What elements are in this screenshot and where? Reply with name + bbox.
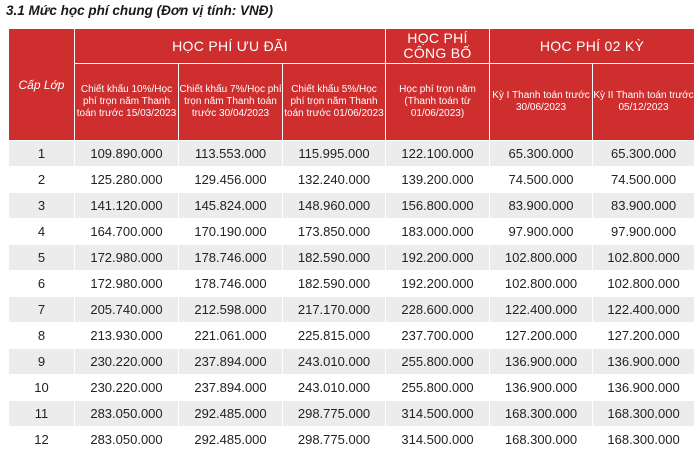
discount-10-cell: 205.740.000	[75, 297, 179, 323]
tuition-fee-table	[8, 28, 695, 453]
term-2-cell: 168.300.000	[593, 427, 695, 453]
discount-5-cell: 225.815.000	[283, 323, 386, 349]
table-row	[9, 167, 695, 193]
discount-5-cell: 115.995.000	[283, 141, 386, 167]
table-row	[9, 349, 695, 375]
grade-cell: 7	[9, 297, 75, 323]
grade-cell: 12	[9, 427, 75, 453]
term-1-cell: 65.300.000	[490, 141, 593, 167]
table-row	[9, 245, 695, 271]
term-1-header: Kỳ I Thanh toán trước 30/06/2023	[490, 64, 593, 141]
term-1-cell: 102.800.000	[490, 245, 593, 271]
term-1-cell: 168.300.000	[490, 401, 593, 427]
grade-column-header: Cấp Lớp	[9, 29, 75, 141]
discount-7-header: Chiết khấu 7%/Học phí trọn năm Thanh toán trước 30/04/2023	[179, 64, 283, 141]
term-1-cell: 83.900.000	[490, 193, 593, 219]
table-row	[9, 375, 695, 401]
term-1-cell: 136.900.000	[490, 349, 593, 375]
discount-5-cell: 182.590.000	[283, 271, 386, 297]
grade-cell: 11	[9, 401, 75, 427]
published-fee-cell: 192.200.000	[386, 271, 490, 297]
published-fee-cell: 122.100.000	[386, 141, 490, 167]
term-1-cell: 127.200.000	[490, 323, 593, 349]
term-2-cell: 136.900.000	[593, 349, 695, 375]
published-fee-group-header: HỌC PHÍ CÔNG BỐ	[386, 29, 490, 64]
discount-10-header: Chiết khấu 10%/Học phí trọn năm Thanh toán trước 15/03/2023	[75, 64, 179, 141]
discount-7-cell: 221.061.000	[179, 323, 283, 349]
discount-10-cell: 164.700.000	[75, 219, 179, 245]
term-1-cell: 136.900.000	[490, 375, 593, 401]
grade-cell: 5	[9, 245, 75, 271]
published-fee-cell: 255.800.000	[386, 349, 490, 375]
section-title: 3.1 Mức học phí chung (Đơn vị tính: VNĐ)	[6, 3, 273, 18]
grade-cell: 6	[9, 271, 75, 297]
table-row	[9, 141, 695, 167]
discount-5-cell: 298.775.000	[283, 401, 386, 427]
discount-7-cell: 292.485.000	[179, 427, 283, 453]
discount-7-cell: 178.746.000	[179, 245, 283, 271]
discount-5-cell: 182.590.000	[283, 245, 386, 271]
term-1-cell: 97.900.000	[490, 219, 593, 245]
term-2-cell: 102.800.000	[593, 245, 695, 271]
discount-10-cell: 125.280.000	[75, 167, 179, 193]
table-row	[9, 323, 695, 349]
term-2-cell: 136.900.000	[593, 375, 695, 401]
term-2-header: Kỳ II Thanh toán trước 05/12/2023	[593, 64, 695, 141]
discount-10-cell: 230.220.000	[75, 375, 179, 401]
discount-7-cell: 170.190.000	[179, 219, 283, 245]
discount-7-cell: 129.456.000	[179, 167, 283, 193]
discount-10-cell: 230.220.000	[75, 349, 179, 375]
discount-5-cell: 243.010.000	[283, 375, 386, 401]
grade-cell: 10	[9, 375, 75, 401]
published-fee-header: Học phí trọn năm (Thanh toán từ 01/06/2023)	[386, 64, 490, 141]
term-2-cell: 65.300.000	[593, 141, 695, 167]
term-2-cell: 127.200.000	[593, 323, 695, 349]
published-fee-cell: 255.800.000	[386, 375, 490, 401]
term-1-cell: 74.500.000	[490, 167, 593, 193]
table-row	[9, 427, 695, 453]
discount-5-cell: 132.240.000	[283, 167, 386, 193]
published-fee-cell: 228.600.000	[386, 297, 490, 323]
term-2-cell: 102.800.000	[593, 271, 695, 297]
table-row	[9, 297, 695, 323]
discount-7-cell: 212.598.000	[179, 297, 283, 323]
term-2-cell: 122.400.000	[593, 297, 695, 323]
published-fee-cell: 237.700.000	[386, 323, 490, 349]
grade-cell: 8	[9, 323, 75, 349]
term-2-cell: 97.900.000	[593, 219, 695, 245]
discount-7-cell: 113.553.000	[179, 141, 283, 167]
published-fee-cell: 183.000.000	[386, 219, 490, 245]
discount-7-cell: 178.746.000	[179, 271, 283, 297]
discount-7-cell: 145.824.000	[179, 193, 283, 219]
discount-5-cell: 148.960.000	[283, 193, 386, 219]
two-term-fee-group-header: HỌC PHÍ 02 KỲ	[490, 29, 695, 64]
discount-7-cell: 292.485.000	[179, 401, 283, 427]
discount-10-cell: 283.050.000	[75, 427, 179, 453]
discount-10-cell: 213.930.000	[75, 323, 179, 349]
grade-cell: 4	[9, 219, 75, 245]
grade-cell: 3	[9, 193, 75, 219]
discount-5-cell: 298.775.000	[283, 427, 386, 453]
table-row	[9, 193, 695, 219]
term-1-cell: 168.300.000	[490, 427, 593, 453]
published-fee-cell: 314.500.000	[386, 401, 490, 427]
discount-10-cell: 141.120.000	[75, 193, 179, 219]
discount-5-cell: 243.010.000	[283, 349, 386, 375]
published-fee-cell: 139.200.000	[386, 167, 490, 193]
table-row	[9, 401, 695, 427]
term-2-cell: 168.300.000	[593, 401, 695, 427]
discount-10-cell: 283.050.000	[75, 401, 179, 427]
grade-cell: 9	[9, 349, 75, 375]
discount-7-cell: 237.894.000	[179, 349, 283, 375]
grade-cell: 1	[9, 141, 75, 167]
published-fee-cell: 192.200.000	[386, 245, 490, 271]
discount-5-cell: 217.170.000	[283, 297, 386, 323]
published-fee-cell: 314.500.000	[386, 427, 490, 453]
discount-10-cell: 109.890.000	[75, 141, 179, 167]
term-1-cell: 102.800.000	[490, 271, 593, 297]
discount-7-cell: 237.894.000	[179, 375, 283, 401]
table-row	[9, 271, 695, 297]
discount-5-cell: 173.850.000	[283, 219, 386, 245]
term-2-cell: 74.500.000	[593, 167, 695, 193]
discount-10-cell: 172.980.000	[75, 271, 179, 297]
term-2-cell: 83.900.000	[593, 193, 695, 219]
table-row	[9, 219, 695, 245]
discount-5-header: Chiết khấu 5%/Học phí trọn năm Thanh toán trước 01/06/2023	[283, 64, 386, 141]
discount-10-cell: 172.980.000	[75, 245, 179, 271]
discount-fee-group-header: HỌC PHÍ ƯU ĐÃI	[75, 29, 386, 64]
term-1-cell: 122.400.000	[490, 297, 593, 323]
published-fee-cell: 156.800.000	[386, 193, 490, 219]
grade-cell: 2	[9, 167, 75, 193]
